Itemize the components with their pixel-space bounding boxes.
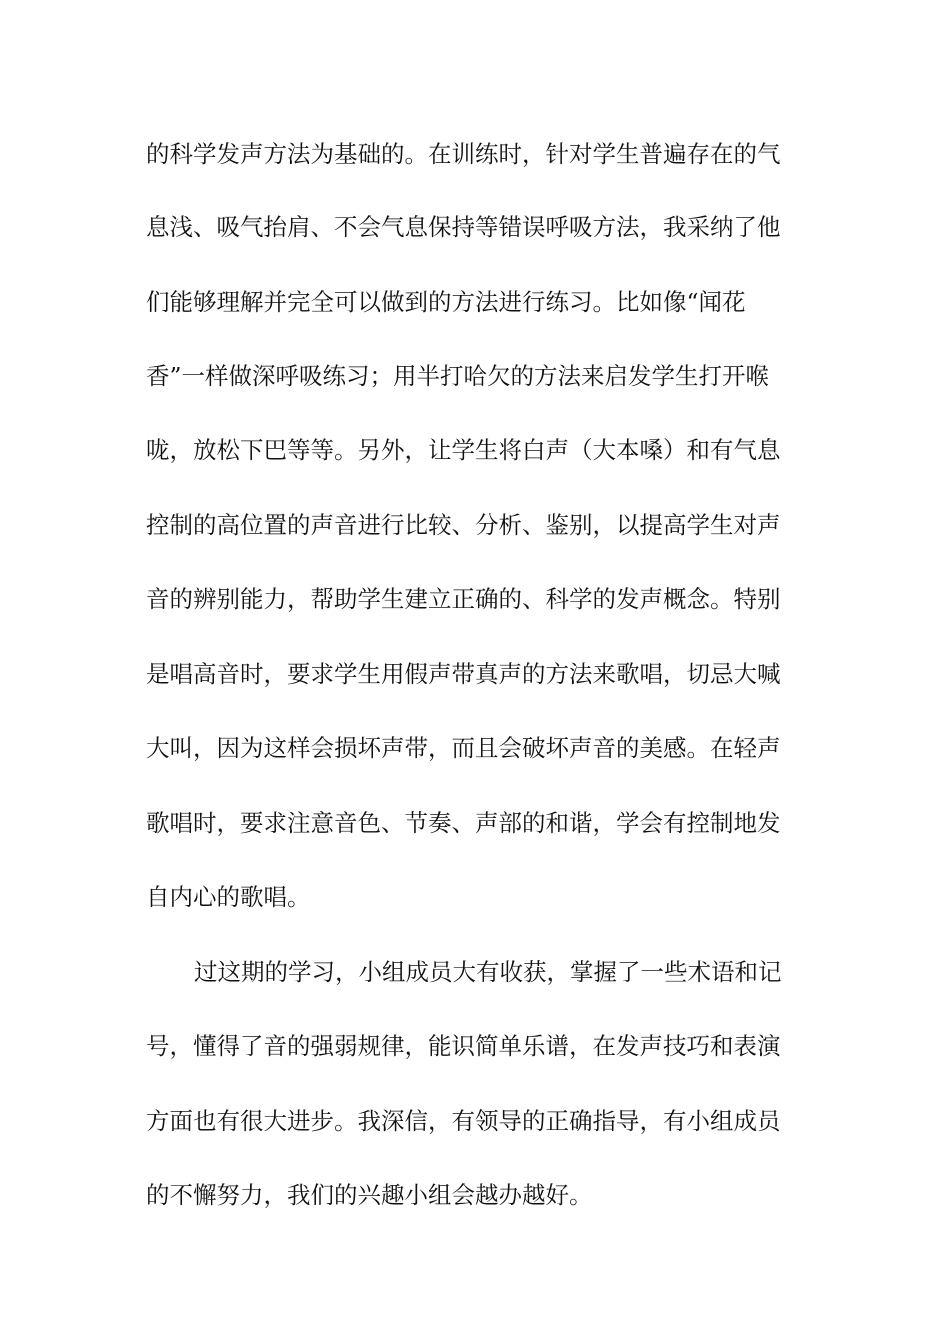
- text-line: 们能够理解并完全可以做到的方法进行练习。比如像“闻花: [146, 288, 746, 316]
- text-line: 的科学发声方法为基础的。在训练时，针对学生普遍存在的气: [146, 140, 781, 168]
- text-line: 音的辨别能力，帮助学生建立正确的、科学的发声概念。特别: [146, 585, 781, 613]
- text-line: 控制的高位置的声音进行比较、分析、鉴别，以提高学生对声: [146, 511, 781, 539]
- text-line: 自内心的歌唱。: [146, 883, 311, 911]
- text-line: 咙，放松下巴等等。另外，让学生将白声（大本嗓）和有气息: [146, 436, 781, 464]
- text-line: 歌唱时，要求注意音色、节奏、声部的和谐，学会有控制地发: [146, 809, 781, 837]
- text-line: 方面也有很大进步。我深信，有领导的正确指导，有小组成员: [146, 1107, 781, 1135]
- text-line: 过这期的学习，小组成员大有收获，掌握了一些术语和记: [194, 958, 782, 986]
- text-line: 号，懂得了音的强弱规律，能识简单乐谱，在发声技巧和表演: [146, 1032, 781, 1060]
- text-line: 香”一样做深呼吸练习；用半打哈欠的方法来启发学生打开喉: [146, 362, 770, 390]
- text-line: 的不懈努力，我们的兴趣小组会越办越好。: [146, 1181, 593, 1209]
- text-line: 息浅、吸气抬肩、不会气息保持等错误呼吸方法，我采纳了他: [146, 213, 781, 241]
- text-line: 是唱高音时，要求学生用假声带真声的方法来歌唱，切忌大喊: [146, 660, 781, 688]
- text-line: 大叫，因为这样会损坏声带，而且会破坏声音的美感。在轻声: [146, 734, 781, 762]
